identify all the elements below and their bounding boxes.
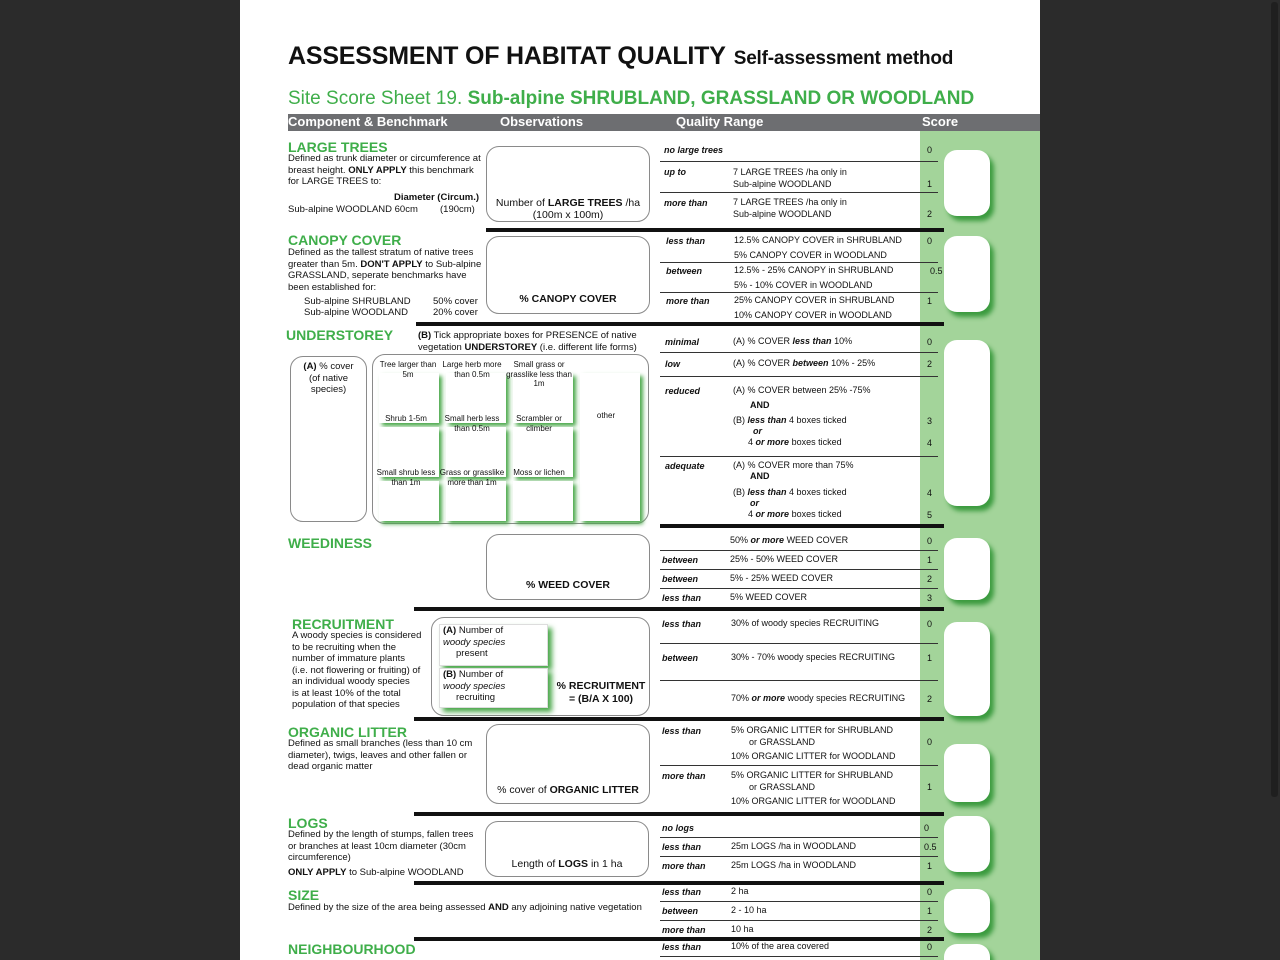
divider <box>660 588 938 589</box>
score-value: 1 <box>927 906 933 916</box>
q-text: 5% - 25% WEED COVER <box>730 573 834 583</box>
q-label: minimal <box>665 337 700 347</box>
q-label: less than <box>662 942 702 952</box>
q-text: 10% of the area covered <box>731 941 830 951</box>
logs-desc: Defined by the length of stumps, fallen trees or branches at least 10cm diameter (30cm circumference) <box>288 829 474 863</box>
recruitment-formula: % RECRUITMENT <box>556 680 646 692</box>
litter-desc: Defined as small branches (less than 10 cm diameter), twigs, leaves and other fallen or dead organic matter <box>288 738 473 772</box>
q-text: 2 ha <box>731 886 749 896</box>
score-value: 0 <box>927 536 933 546</box>
section-large-trees: LARGE TREES <box>288 139 388 155</box>
divider <box>660 856 938 857</box>
q-text: 30% of woody species RECRUITING <box>731 618 880 628</box>
litter-observation-box[interactable]: % cover of ORGANIC LITTER <box>486 724 650 804</box>
q-label: more than <box>662 861 706 871</box>
q-text: Sub-alpine WOODLAND <box>733 208 832 219</box>
score-value: 3 <box>927 416 933 426</box>
logs-observation-box[interactable]: Length of LOGS in 1 ha <box>485 821 649 877</box>
q-text: (A) % COVER between 10% - 25% <box>733 358 876 368</box>
divider <box>660 262 938 263</box>
q-label: between <box>662 555 699 565</box>
q-text: 7 LARGE TREES /ha only in <box>733 167 847 177</box>
recruitment-desc: A woody species is considered to be recruiting when the number of immature plants (i.e. not flowering or fruiting) of an individual woody species is at least 10% of the total population of that species <box>292 630 422 710</box>
score-value: 5 <box>927 510 933 520</box>
col-observations: Observations <box>500 114 584 129</box>
score-value: 3 <box>927 593 933 603</box>
lifeform-label: Large herb more than 0.5m <box>442 360 502 379</box>
divider <box>660 550 938 551</box>
score-box-organic-litter[interactable] <box>944 744 990 802</box>
q-text: (A) % COVER less than 10% <box>733 336 853 346</box>
section-divider <box>414 607 944 611</box>
divider <box>660 837 938 838</box>
divider <box>660 569 938 570</box>
divider <box>660 956 938 957</box>
section-divider <box>414 881 944 885</box>
q-text: 25m LOGS /ha in WOODLAND <box>731 860 857 870</box>
score-value: 4 <box>927 438 933 448</box>
lifeform-label: Small grass or grasslike less than 1m <box>506 360 572 388</box>
lifeform-label: other <box>596 411 616 420</box>
q-text: 2 - 10 ha <box>731 905 767 915</box>
score-box-neighbourhood[interactable] <box>944 944 990 960</box>
q-text: AND <box>750 400 770 410</box>
canopy-benchmark-shrubland: Sub-alpine SHRUBLAND <box>304 296 411 307</box>
section-divider <box>414 937 944 941</box>
page-title: ASSESSMENT OF HABITAT QUALITY Self-assessment method <box>288 42 954 70</box>
score-value: 2 <box>927 209 933 219</box>
section-logs: LOGS <box>288 815 328 831</box>
logs-apply-note: ONLY APPLY to Sub-alpine WOODLAND <box>288 867 464 878</box>
lifeform-grid <box>372 354 649 524</box>
large-trees-benchmark-row: Sub-alpine WOODLAND 60cm <box>288 204 418 215</box>
score-box-recruitment[interactable] <box>944 622 990 716</box>
score-box-understorey[interactable] <box>944 340 990 506</box>
q-text: 5% - 10% COVER in WOODLAND <box>734 279 873 290</box>
woody-species-recruiting-box[interactable]: (B) Number of woody species recruiting <box>439 668 548 708</box>
score-box-canopy[interactable] <box>944 236 990 312</box>
score-value: 1 <box>927 179 933 189</box>
score-value: 2 <box>927 694 933 704</box>
divider <box>660 920 938 921</box>
q-label: more than <box>662 771 706 781</box>
q-text: 5% WEED COVER <box>730 592 808 602</box>
score-value: 0 <box>927 337 933 347</box>
q-label: adequate <box>665 461 705 471</box>
document-page <box>240 0 1040 960</box>
q-text: AND <box>750 471 770 481</box>
canopy-desc: Defined as the tallest stratum of native trees greater than 5m. DON'T APPLY to Sub-alpine GRASSLAND, seperate benchmarks have been established for: <box>288 247 482 293</box>
divider <box>660 643 938 644</box>
score-box-logs[interactable] <box>944 816 990 872</box>
q-label: more than <box>662 925 706 935</box>
lifeform-label: Shrub 1-5m <box>385 414 427 423</box>
section-recruitment: RECRUITMENT <box>292 616 394 632</box>
q-label: no large trees <box>664 145 724 155</box>
understorey-instructions: (B) Tick appropriate boxes for PRESENCE of native vegetation UNDERSTOREY (i.e. different life forms) <box>418 330 637 353</box>
q-label: less than <box>662 593 702 603</box>
score-box-large-trees[interactable] <box>944 150 990 216</box>
canopy-benchmark-value: 20% cover <box>433 307 478 318</box>
lifeform-label: Moss or lichen <box>513 468 565 477</box>
score-value: 0 <box>927 619 933 629</box>
lifeform-label: Small shrub less than 1m <box>376 468 436 487</box>
q-text: 4 or more boxes ticked <box>748 437 842 447</box>
q-text: 7 LARGE TREES /ha only in <box>733 197 847 207</box>
divider <box>660 680 938 681</box>
section-understorey: UNDERSTOREY <box>286 327 394 343</box>
recruitment-formula: = (B/A X 100) <box>568 693 634 705</box>
q-label: less than <box>662 726 702 736</box>
section-divider <box>414 812 944 816</box>
recruitment-observation-box <box>431 617 650 716</box>
tick-box[interactable] <box>446 481 506 521</box>
q-label: between <box>662 574 699 584</box>
score-value: 0 <box>927 887 933 897</box>
score-value: 2 <box>927 925 933 935</box>
score-value: 0.5 <box>924 842 937 852</box>
tick-box[interactable] <box>379 481 439 521</box>
tick-box[interactable] <box>580 373 640 521</box>
section-canopy-cover: CANOPY COVER <box>288 232 402 248</box>
table-header <box>288 114 1040 131</box>
scrollbar-thumb[interactable] <box>1271 2 1278 797</box>
q-text: or <box>750 498 759 508</box>
scrollbar[interactable] <box>1268 0 1280 800</box>
q-text: 12.5% CANOPY COVER in SHRUBLAND <box>734 235 902 245</box>
weediness-observation-box[interactable]: % WEED COVER <box>486 534 650 600</box>
q-text: 12.5% - 25% CANOPY in SHRUBLAND <box>734 265 894 275</box>
score-value: 1 <box>927 555 933 565</box>
lifeform-label: Tree larger than 5m <box>379 360 437 379</box>
divider <box>660 352 938 353</box>
canopy-benchmark-value: 50% cover <box>433 296 478 307</box>
large-trees-benchmark-header: Diameter (Circum.) <box>394 192 479 203</box>
divider <box>660 292 938 293</box>
large-trees-desc: Defined as trunk diameter or circumference at breast height. ONLY APPLY this benchmark for LARGE TREES to: <box>288 153 481 187</box>
q-text: (B) less than 4 boxes ticked <box>733 415 847 425</box>
q-label: up to <box>664 167 686 177</box>
score-box-weediness[interactable] <box>944 538 990 600</box>
q-text: 70% or more woody species RECRUITING <box>731 693 906 703</box>
q-text: or <box>753 426 762 436</box>
section-divider <box>486 228 944 232</box>
q-text: 25% CANOPY COVER in SHRUBLAND <box>734 295 895 305</box>
large-trees-observation-box[interactable]: Number of LARGE TREES /ha (100m x 100m) <box>486 146 650 222</box>
q-label: reduced <box>665 386 701 396</box>
col-component: Component & Benchmark <box>288 114 448 129</box>
understorey-cover-box[interactable]: (A) % cover (of native species) <box>290 356 367 522</box>
score-value: 1 <box>927 296 933 306</box>
section-organic-litter: ORGANIC LITTER <box>288 724 407 740</box>
q-label: less than <box>662 619 702 629</box>
score-value: 0 <box>927 236 933 246</box>
q-text: 10% CANOPY COVER in WOODLAND <box>734 309 892 320</box>
q-text: 30% - 70% woody species RECRUITING <box>731 652 896 662</box>
divider <box>660 161 938 162</box>
score-value: 4 <box>927 488 933 498</box>
lifeform-label: Small herb less than 0.5m <box>444 414 500 433</box>
score-value: 1 <box>927 653 933 663</box>
tick-box[interactable] <box>513 481 573 521</box>
q-label: between <box>662 906 699 916</box>
sheet-title: Site Score Sheet 19. Sub-alpine SHRUBLAND, GRASSLAND OR WOODLAND <box>288 88 975 109</box>
score-value: 0 <box>927 145 933 155</box>
section-size: SIZE <box>288 887 320 903</box>
q-text: 4 or more boxes ticked <box>748 509 842 519</box>
divider <box>660 901 938 902</box>
q-label: less than <box>662 842 702 852</box>
q-label: less than <box>666 236 706 246</box>
divider <box>660 376 938 377</box>
col-quality-range: Quality Range <box>676 114 764 129</box>
q-text: 25m LOGS /ha in WOODLAND <box>731 841 857 851</box>
section-neighbourhood: NEIGHBOURHOOD <box>288 941 416 957</box>
q-text: 10 ha <box>731 924 754 934</box>
score-value: 0.5 <box>930 266 943 276</box>
canopy-benchmark-woodland: Sub-alpine WOODLAND <box>304 307 409 318</box>
q-text: 5% ORGANIC LITTER for SHRUBLAND or GRASSLAND 10% ORGANIC LITTER for WOODLAND <box>731 770 896 806</box>
section-divider <box>660 524 944 528</box>
q-text: 5% ORGANIC LITTER for SHRUBLAND or GRASSLAND 10% ORGANIC LITTER for WOODLAND <box>731 725 896 761</box>
large-trees-benchmark-value: (190cm) <box>440 204 475 215</box>
canopy-observation-box[interactable]: % CANOPY COVER <box>486 236 650 314</box>
score-value: 0 <box>927 942 933 952</box>
q-label: more than <box>664 198 708 208</box>
lifeform-label: Grass or grasslike more than 1m <box>439 468 505 487</box>
q-text: (A) % COVER more than 75% <box>733 460 854 470</box>
score-value: 0 <box>924 823 930 833</box>
score-value: 1 <box>927 782 933 792</box>
q-label: less than <box>662 887 702 897</box>
q-text: Sub-alpine WOODLAND <box>733 178 832 189</box>
section-divider <box>416 322 944 326</box>
q-text: 5% CANOPY COVER in WOODLAND <box>734 249 887 260</box>
lifeform-label: Scrambler or climber <box>516 414 562 433</box>
divider <box>660 765 938 766</box>
q-text: 50% or more WEED COVER <box>730 535 849 545</box>
section-divider <box>414 717 944 721</box>
score-value: 1 <box>927 861 933 871</box>
q-label: between <box>666 266 703 276</box>
score-box-size[interactable] <box>944 889 990 933</box>
section-weediness: WEEDINESS <box>288 535 373 551</box>
divider <box>660 456 938 457</box>
score-value: 2 <box>927 359 933 369</box>
col-score: Score <box>922 114 959 129</box>
q-text: (B) less than 4 boxes ticked <box>733 487 847 497</box>
q-label: no logs <box>662 823 694 833</box>
divider <box>660 192 938 193</box>
woody-species-present-box[interactable]: (A) Number of woody species present <box>439 624 548 666</box>
score-value: 2 <box>927 574 933 584</box>
q-label: more than <box>666 296 710 306</box>
q-label: between <box>662 653 699 663</box>
q-text: 25% - 50% WEED COVER <box>730 554 839 564</box>
score-value: 0 <box>927 737 933 747</box>
q-label: low <box>665 359 680 369</box>
q-text: (A) % COVER between 25% -75% <box>733 385 871 395</box>
size-desc: Defined by the size of the area being assessed AND any adjoining native vegetation <box>288 902 642 913</box>
